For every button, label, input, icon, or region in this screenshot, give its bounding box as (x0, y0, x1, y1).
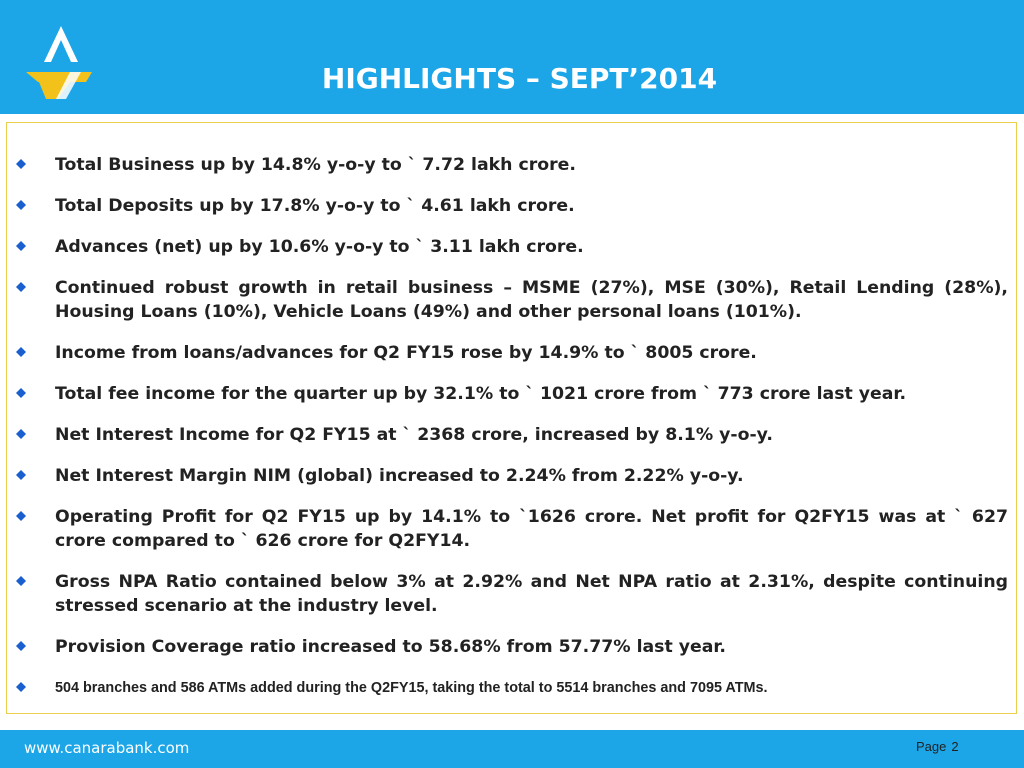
website-link[interactable]: www.canarabank.com (24, 739, 190, 757)
page-title: HIGHLIGHTS – SEPT’2014 (321, 62, 718, 95)
list-item: Income from loans/advances for Q2 FY15 rose by 14.9% to ` 8005 crore. (14, 341, 1008, 365)
bullet-diamond-icon (16, 347, 26, 357)
bullet-diamond-icon (16, 159, 26, 169)
list-item: Net Interest Margin NIM (global) increased to 2.24% from 2.22% y-o-y. (14, 464, 1008, 488)
bullet-diamond-icon (16, 470, 26, 480)
bullet-diamond-icon (16, 576, 26, 586)
list-item: Total fee income for the quarter up by 32.1% to ` 1021 crore from ` 773 crore last year. (14, 382, 1008, 406)
header-bar (0, 0, 1024, 114)
bullet-diamond-icon (16, 641, 26, 651)
footer-bar (0, 730, 1024, 768)
list-item: Continued robust growth in retail business – MSME (27%), MSE (30%), Retail Lending (28%), Housing Loans (10%), Vehicle Loans (49%) and other personal loans (101%). (14, 276, 1008, 324)
list-item: Gross NPA Ratio contained below 3% at 2.92% and Net NPA ratio at 2.31%, despite continuing stressed scenario at the industry level. (14, 570, 1008, 618)
list-item: Provision Coverage ratio increased to 58.68% from 57.77% last year. (14, 635, 1008, 659)
bullet-diamond-icon (16, 200, 26, 210)
bullet-diamond-icon (16, 282, 26, 292)
bullet-diamond-icon (16, 682, 26, 692)
bullet-diamond-icon (16, 429, 26, 439)
page-number: Page 2 (916, 739, 959, 754)
bullet-diamond-icon (16, 511, 26, 521)
list-item: Net Interest Income for Q2 FY15 at ` 2368 crore, increased by 8.1% y-o-y. (14, 423, 1008, 447)
bullet-diamond-icon (16, 388, 26, 398)
list-item: Advances (net) up by 10.6% y-o-y to ` 3.11 lakh crore. (14, 235, 1008, 259)
list-item: Operating Profit for Q2 FY15 up by 14.1% to `1626 crore. Net profit for Q2FY15 was at ` 627 crore compared to ` 626 crore for Q2FY14. (14, 505, 1008, 553)
bullet-diamond-icon (16, 241, 26, 251)
highlights-list (14, 153, 1008, 717)
list-item: Total Deposits up by 17.8% y-o-y to ` 4.61 lakh crore. (14, 194, 1008, 218)
list-item: 504 branches and 586 ATMs added during the Q2FY15, taking the total to 5514 branches and 7095 ATMs. (14, 676, 1008, 700)
list-item: Total Business up by 14.8% y-o-y to ` 7.72 lakh crore. (14, 153, 1008, 177)
